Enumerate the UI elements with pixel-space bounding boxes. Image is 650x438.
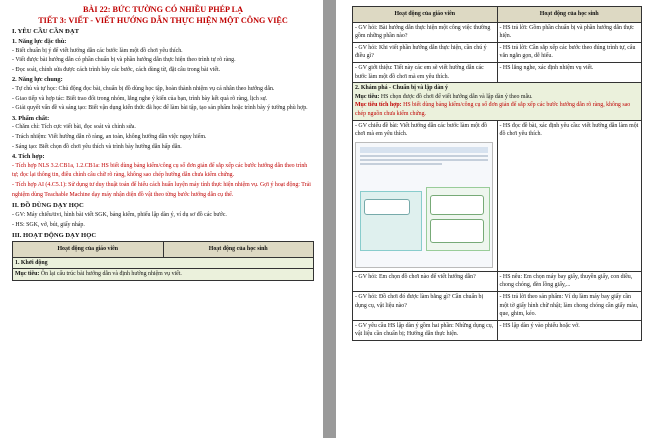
image-text-line — [360, 159, 488, 161]
section2-goal — [355, 93, 639, 102]
goal-text: HS chọn được đồ chơi để viết hướng dẫn và lập dàn ý theo mẫu. — [379, 93, 533, 100]
student-cell: - HS trả lời: Cần sắp xếp các bước theo đúng trình tự, câu văn ngắn gọn, dễ hiểu. — [497, 42, 642, 62]
student-cell: - HS trả lời theo sản phẩm: Ví dụ làm máy bay giấy cần một tờ giấy hình chữ nhật; làm chong chóng cần giấy màu, que, ghim, kéo. — [497, 291, 642, 320]
teacher-cell: - GV yêu cầu HS lập dàn ý gồm hai phần: Những dụng cụ, vật liệu cần chuẩn bị; Hướng dẫn thực hiện. — [353, 320, 498, 340]
student-cell: - HS lắng nghe, xác định nhiệm vụ viết. — [497, 62, 642, 82]
section2-cell — [353, 83, 642, 120]
lesson-title: BÀI 22: BỨC TƯỜNG CÓ NHIỀU PHÉP LẠ — [82, 5, 244, 14]
text-line: - Giải quyết vấn đề và sáng tạo: Biết vận dụng kiến thức đã học để làm bài tập, tạo sản phẩm hoặc trình bày ý tưởng phù hợp. — [12, 105, 308, 112]
right-document-page — [336, 0, 650, 438]
image-speech-bubble — [364, 199, 410, 215]
integration-line: - Tích hợp AI (4.C5.1): Sử dụng tư duy thuật toán để hiểu cách huấn luyện máy tính thực hiện nhiệm vụ. Gợi ý hoạt động: Trải nghiệm dùng Teachable Machine dạy máy nhận diện đồ vật theo từng bước hướng dẫn cụ thể. — [12, 181, 311, 198]
text-line: - Sáng tạo: Biết chọn đồ chơi yêu thích và trình bày hướng dẫn hấp dẫn. — [12, 143, 182, 150]
subheading-qualities: 3. Phẩm chất: — [12, 114, 50, 122]
activities-table-continued — [352, 6, 642, 341]
student-cell: - HS đọc đề bài, xác định yêu cầu: viết hướng dẫn làm một đồ chơi yêu thích. — [497, 120, 642, 271]
subheading-integration: 4. Tích hợp: — [12, 153, 45, 161]
textbook-page-image — [355, 142, 493, 268]
image-speech-bubble — [430, 219, 484, 243]
teacher-cell: - GV hỏi: Khi viết phần hướng dẫn thực hiện, cần chú ý điều gì? — [353, 42, 498, 62]
integration-goal-label: Mục tiêu tích hợp: — [355, 102, 402, 109]
text-line: - HS: SGK, vở, bút, giấy nháp. — [12, 221, 85, 228]
table-row — [353, 271, 642, 291]
goal-label: Mục tiêu: — [15, 271, 40, 278]
table-row — [353, 62, 642, 82]
table-header-student: Hoạt động của học sinh — [497, 7, 642, 23]
text-line: - Trách nhiệm: Viết hướng dẫn rõ ràng, an toàn, không hướng dẫn việc nguy hiểm. — [12, 133, 207, 140]
subheading-specific-competence: 1. Năng lực đặc thù: — [12, 38, 67, 45]
teacher-cell: - GV giới thiệu: Tiết này các em sẽ viết hướng dẫn các bước làm một đồ chơi mà em yêu thích. — [353, 62, 498, 82]
integration-goal-text: HS biết dùng bảng kiểm/công cụ số đơn giản để sắp xếp các bước hướng dẫn rõ ràng, không sao chép nguồn chưa kiểm chứng. — [355, 102, 631, 117]
text-line: - Viết được bài hướng dẫn có phần chuẩn bị và phần hướng dẫn thực hiện theo trình tự rõ ràng. — [12, 57, 236, 64]
image-header-bar — [360, 147, 488, 153]
table-header-student: Hoạt động của học sinh — [163, 242, 314, 258]
table-row — [353, 291, 642, 320]
activities-table — [12, 241, 314, 281]
table-row — [353, 120, 642, 271]
section2-title: 2. Khám phá - Chuẩn bị và lập dàn ý — [355, 85, 448, 92]
student-cell: - HS lập dàn ý vào phiếu hoặc vở. — [497, 320, 642, 340]
teacher-cell: - GV hỏi: Đồ chơi đó được làm bằng gì? Cần chuẩn bị dụng cụ, vật liệu nào? — [353, 291, 498, 320]
text-line: - Chăm chỉ: Tích cực viết bài, đọc soát và chỉnh sửa. — [12, 124, 136, 131]
teacher-text: - GV chiếu đề bài: Viết hướng dẫn các bước làm một đồ chơi mà em yêu thích. — [355, 122, 488, 138]
text-line: - Tự chủ và tự học: Chủ động đọc bài, chuẩn bị đồ dùng học tập, hoàn thành nhiệm vụ cá nhân theo hướng dẫn. — [12, 85, 275, 92]
image-text-line — [360, 163, 442, 165]
table-row-goal — [13, 269, 314, 281]
subheading-general-competence: 2. Năng lực chung: — [12, 76, 63, 84]
section2-integration-goal — [355, 101, 639, 118]
table-row-warmup: 1. Khởi động — [13, 257, 314, 269]
text-line: - Giao tiếp và hợp tác: Biết trao đổi trong nhóm, lắng nghe ý kiến của bạn, trình bày kết quả rõ ràng, lịch sự. — [12, 95, 268, 102]
image-speech-bubble — [430, 195, 484, 215]
left-document-page — [0, 0, 323, 438]
goal-text: Ôn lại cấu trúc bài hướng dẫn và định hướng nhiệm vụ viết. — [39, 271, 182, 278]
teacher-cell — [353, 120, 498, 271]
table-row — [353, 22, 642, 42]
image-text-line — [360, 155, 488, 157]
section-heading-requirements: I. YÊU CẦU CẦN ĐẠT — [12, 28, 79, 35]
table-header-teacher: Hoạt động của giáo viên — [353, 7, 498, 23]
table-row-section2 — [353, 83, 642, 120]
integration-line: - Tích hợp NLS 3.2.CB1a, 1.2.CB1a: HS biết dùng bảng kiểm/công cụ số đơn giản để sắp xếp các bước hướng dẫn theo trình tự; đọc lại thông tin, điều chỉnh câu chữ rõ ràng, không sao chép hướng dẫn chưa kiểm chứng. — [12, 162, 308, 179]
student-cell: - HS trả lời: Gồm phần chuẩn bị và phần hướng dẫn thực hiện. — [497, 22, 642, 42]
goal-label: Mục tiêu: — [355, 93, 380, 100]
lesson-subtitle: TIẾT 3: VIẾT - VIẾT HƯỚNG DẪN THỰC HIỆN MỘT CÔNG VIỆC — [38, 16, 288, 25]
table-row — [353, 42, 642, 62]
teacher-cell: - GV hỏi: Em chọn đồ chơi nào để viết hướng dẫn? — [353, 271, 498, 291]
text-line: - GV: Máy chiếu/tivi, hình bài viết SGK, bảng kiểm, phiếu lập dàn ý, ví dụ sơ đồ các bước. — [12, 212, 227, 219]
text-line: - Biết chuẩn bị ý để viết hướng dẫn các bước làm một đồ chơi yêu thích. — [12, 47, 183, 54]
teacher-cell: - GV hỏi: Bài hướng dẫn thực hiện một công việc thường gồm những phần nào? — [353, 22, 498, 42]
student-cell: - HS nêu: Em chọn máy bay giấy, thuyền giấy, con diều, chong chóng, đèn lồng giấy,... — [497, 271, 642, 291]
table-row — [353, 320, 642, 340]
section-heading-materials: II. ĐỒ DÙNG DẠY HỌC — [12, 202, 84, 210]
text-line: - Đọc soát, chỉnh sửa được cách trình bày các bước, cách dùng từ, đặt câu trong bài viết. — [12, 66, 221, 73]
section-heading-activities: III. HOẠT ĐỘNG DẠY HỌC — [12, 232, 97, 240]
table-header-teacher: Hoạt động của giáo viên — [13, 242, 164, 258]
